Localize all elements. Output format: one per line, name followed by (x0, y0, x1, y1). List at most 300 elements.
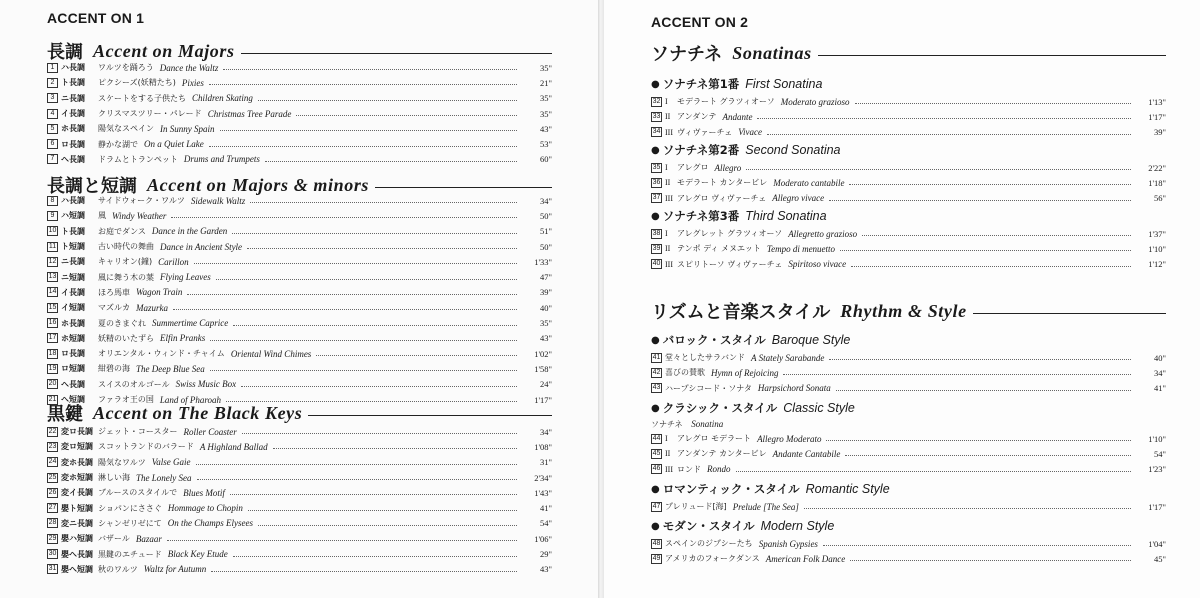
track-title-jp: 秋のワルツ (98, 564, 138, 574)
track-row (47, 424, 552, 439)
dot-leader (196, 464, 517, 465)
track-list (651, 226, 1166, 272)
track-title-en: Dance the Waltz (159, 62, 219, 73)
track-row (47, 136, 552, 151)
track-duration: 2'34" (534, 472, 552, 483)
track-row (651, 350, 1166, 365)
bullet-icon: ● (651, 402, 660, 414)
group-title-jp: ソナチネ第1番 (662, 77, 740, 91)
track-list (47, 193, 552, 407)
track-number: 31 (48, 565, 57, 573)
group-title-jp: クラシック・スタイル (662, 401, 778, 415)
track-title-en: Waltz for Autumn (143, 564, 207, 575)
track-row (47, 254, 552, 269)
dot-leader (167, 540, 517, 541)
track-number: 23 (48, 442, 57, 450)
group-title-jp: ロマンティック・スタイル (662, 482, 800, 496)
track-title-en: Hymn of Rejoicing (711, 367, 779, 378)
bullet-icon: ● (651, 334, 660, 346)
track-key: 嬰ト短調 (61, 503, 93, 513)
section-title-jp: 黒鍵 (47, 404, 83, 425)
track-duration: 47" (540, 272, 552, 283)
right-page (604, 0, 1200, 598)
movement-numeral: III (665, 464, 673, 474)
track-row (47, 516, 552, 531)
track-duration: 1'33" (534, 256, 552, 267)
track-key: ト長調 (61, 78, 85, 88)
track-title-en: Valse Gaie (151, 457, 191, 468)
track-title-en: Dance in Ancient Style (160, 241, 243, 252)
track-title-jp: スペインのジプシーたち (665, 539, 753, 549)
track-number: 11 (48, 242, 57, 250)
group-heading (651, 400, 855, 416)
movement-numeral: I (665, 229, 668, 239)
section-title-jp: 長調と短調 (47, 176, 137, 197)
track-row (47, 315, 552, 330)
track-title-en: Moderato cantabile (773, 177, 845, 188)
track-duration: 40" (540, 302, 552, 313)
track-row (651, 381, 1166, 396)
track-key: ニ長調 (61, 257, 85, 267)
dot-leader (230, 494, 517, 495)
track-duration: 53" (540, 139, 552, 150)
track-number: 32 (652, 97, 661, 105)
track-title-jp: 陽気なワルツ (98, 457, 146, 467)
divider (818, 55, 1166, 56)
dot-leader (233, 325, 517, 326)
track-key: ハ長調 (61, 63, 85, 73)
track-number: 7 (47, 154, 58, 164)
track-number: 13 (48, 273, 57, 281)
note-en: Sonatina (691, 419, 724, 429)
track-number: 39 (652, 244, 661, 252)
track-title-jp: スコットランドのバラード (98, 442, 194, 452)
track-row (651, 109, 1166, 124)
track-duration: 24" (540, 379, 552, 390)
track-row (651, 536, 1166, 551)
dot-leader (757, 118, 1131, 119)
track-key: ヘ長調 (61, 154, 85, 164)
track-title-en: Children Skating (192, 93, 253, 104)
track-list (651, 350, 1166, 396)
track-title-jp: 風に舞う木の葉 (98, 272, 154, 282)
dot-leader (836, 390, 1131, 391)
track-key: ホ短調 (61, 333, 85, 343)
dot-leader (845, 455, 1131, 456)
track-number: 3 (47, 93, 58, 103)
dot-leader (265, 161, 517, 162)
track-title-en: Allegro Moderato (757, 433, 822, 444)
dot-leader (296, 115, 517, 116)
track-title-en: On a Quiet Lake (144, 139, 204, 150)
movement-numeral: I (665, 163, 668, 173)
dot-leader (783, 374, 1131, 375)
track-row (47, 75, 552, 90)
track-row (47, 269, 552, 284)
track-key: イ長調 (61, 287, 85, 297)
track-duration: 41" (540, 503, 552, 514)
group-title-en: Modern Style (760, 519, 835, 533)
dot-leader (232, 233, 517, 234)
track-title-jp: ロンド (677, 464, 701, 474)
group-title-en: Classic Style (783, 401, 855, 415)
track-row (47, 531, 552, 546)
track-title-en: Mazurka (136, 302, 168, 313)
track-key: 変ロ短調 (61, 442, 93, 452)
track-duration: 35" (540, 62, 552, 73)
track-title-en: Dance in the Garden (151, 226, 228, 237)
track-number: 33 (652, 112, 661, 120)
track-duration: 1'12" (1148, 259, 1166, 270)
track-title-en: Prelude [The Sea] (732, 501, 799, 512)
movement-numeral: III (665, 127, 673, 137)
dot-leader (220, 130, 518, 131)
track-title-en: Allegretto grazioso (788, 228, 858, 239)
dot-leader (840, 250, 1131, 251)
track-key: ハ長調 (61, 196, 85, 206)
track-row (47, 439, 552, 454)
track-duration: 1'10" (1148, 433, 1166, 444)
dot-leader (851, 266, 1131, 267)
track-duration: 1'18" (1148, 177, 1166, 188)
track-title-en: A Highland Ballad (199, 441, 268, 452)
track-title-en: American Folk Dance (765, 553, 846, 564)
track-title-en: Andante Cantabile (772, 448, 841, 459)
track-number: 19 (48, 364, 57, 372)
track-row (47, 455, 552, 470)
group-note (651, 419, 723, 430)
track-row (47, 361, 552, 376)
track-title-jp: マズルカ (98, 303, 130, 313)
track-title-jp: ショパンにささぐ (98, 503, 162, 513)
track-row (651, 462, 1166, 477)
dot-leader (171, 217, 517, 218)
group-heading (651, 76, 822, 92)
track-title-en: Pixies (181, 77, 204, 88)
track-row (651, 241, 1166, 256)
bullet-icon: ● (651, 520, 660, 532)
note-jp: ソナチネ (651, 420, 683, 429)
track-number: 10 (48, 227, 57, 235)
track-title-jp: 風 (98, 211, 106, 221)
track-title-jp: ドラムとトランペット (98, 154, 178, 164)
track-row (47, 300, 552, 315)
track-duration: 2'22" (1148, 162, 1166, 173)
dot-leader (804, 508, 1131, 509)
track-number: 30 (48, 550, 57, 558)
track-title-en: A Stately Sarabande (751, 352, 825, 363)
track-number: 34 (652, 128, 661, 136)
dot-leader (233, 556, 517, 557)
dot-leader (209, 84, 517, 85)
track-duration: 35" (540, 93, 552, 104)
track-title-en: Bazaar (135, 533, 162, 544)
track-row (47, 377, 552, 392)
group-title-en: Third Sonatina (745, 209, 827, 223)
track-number: 22 (48, 427, 57, 435)
track-number: 24 (48, 458, 57, 466)
track-row (47, 485, 552, 500)
track-key: ヘ長調 (61, 379, 85, 389)
track-title-jp: ファラオ王の国 (98, 395, 154, 404)
bullet-icon: ● (651, 78, 660, 90)
track-number: 1 (47, 63, 58, 73)
group-title-jp: モダン・スタイル (662, 519, 755, 533)
track-row (47, 224, 552, 239)
track-title-en: On the Champs Elysees (167, 518, 254, 529)
track-title-jp: アメリカのフォークダンス (665, 554, 760, 564)
dot-leader (250, 202, 517, 203)
group-heading (651, 481, 890, 497)
track-number: 12 (48, 257, 57, 265)
movement-numeral: II (665, 112, 671, 122)
section-title-jp: リズムと音楽スタイル (651, 302, 831, 323)
dot-leader (823, 545, 1131, 546)
dot-leader (258, 525, 517, 526)
track-title-jp: 黒鍵のエチュード (98, 549, 162, 559)
track-list (651, 499, 1166, 514)
track-title-en: In Sunny Spain (160, 123, 215, 134)
track-title-jp: テンポ ディ メヌエット (677, 244, 761, 254)
track-duration: 40" (1154, 352, 1166, 363)
track-title-jp: ほろ馬車 (98, 287, 130, 297)
track-duration: 51" (540, 226, 552, 237)
track-title-jp: ハープシコード・ソナタ (665, 383, 752, 393)
track-row (651, 446, 1166, 461)
track-number: 48 (652, 539, 661, 547)
track-row (651, 431, 1166, 446)
track-title-en: Hommage to Chopin (167, 503, 243, 514)
dot-leader (197, 479, 518, 480)
track-title-en: Windy Weather (112, 210, 167, 221)
track-number: 16 (48, 319, 57, 327)
track-row (651, 499, 1166, 514)
track-row (47, 152, 552, 167)
section-title-en: Rhythm & Style (840, 300, 967, 321)
track-duration: 39" (540, 287, 552, 298)
disc-label: ACCENT ON 1 (47, 10, 145, 26)
track-row (47, 470, 552, 485)
dot-leader (316, 355, 517, 356)
track-duration: 1'08" (534, 441, 552, 452)
track-number: 44 (652, 434, 661, 442)
track-key: 嬰ハ短調 (61, 534, 93, 544)
track-title-en: Land of Pharoah (159, 394, 222, 405)
track-key: 嬰ヘ短調 (61, 564, 93, 574)
section-heading (651, 40, 1166, 66)
track-title-jp: ジェット・コースター (98, 427, 178, 437)
track-title-jp: スピリトーソ ヴィヴァーチェ (677, 259, 783, 269)
track-number: 5 (47, 124, 58, 134)
track-title-jp: ヴィヴァーチェ (677, 127, 733, 137)
track-duration: 43" (540, 123, 552, 134)
track-title-jp: キャリオン(鐘) (98, 257, 153, 267)
divider (241, 53, 552, 54)
track-number: 46 (652, 465, 661, 473)
dot-leader (736, 471, 1132, 472)
track-title-en: Spiritoso vivace (788, 259, 847, 270)
track-list (651, 536, 1166, 567)
group-title-jp: バロック・スタイル (662, 333, 766, 347)
track-key: ロ長調 (61, 349, 85, 359)
track-title-jp: クリスマスツリー・パレード (98, 109, 202, 119)
track-row (47, 91, 552, 106)
track-row (651, 94, 1166, 109)
track-duration: 39" (1154, 127, 1166, 138)
track-number: 18 (48, 349, 57, 357)
track-title-jp: 堂々としたサラバンド (665, 353, 745, 363)
track-key: ニ長調 (61, 93, 85, 103)
track-duration: 1'02" (534, 348, 552, 359)
track-row (47, 346, 552, 361)
track-row (47, 106, 552, 121)
track-number: 29 (48, 534, 57, 542)
track-row (651, 257, 1166, 272)
track-title-en: Rondo (707, 464, 731, 475)
track-title-jp: モデラート グラツィオーソ (677, 97, 775, 107)
track-title-jp: アレグロ モデラート (677, 434, 752, 444)
group-title-en: First Sonatina (745, 77, 823, 91)
dot-leader (258, 100, 517, 101)
track-title-en: Blues Motif (183, 487, 225, 498)
track-title-jp: モデラート カンタービレ (677, 178, 768, 188)
track-title-en: Tempo di menuetto (766, 243, 836, 254)
track-title-en: Andante (722, 111, 753, 122)
track-title-en: Allegro vivace (772, 193, 825, 204)
divider (973, 313, 1166, 314)
dot-leader (210, 370, 517, 371)
track-duration: 1'17" (1148, 501, 1166, 512)
group-heading (651, 332, 850, 348)
divider (308, 415, 552, 416)
dot-leader (223, 69, 517, 70)
track-key: ニ短調 (61, 272, 85, 282)
dot-leader (829, 200, 1131, 201)
track-title-jp: 妖精のいたずら (98, 333, 154, 343)
divider (375, 187, 552, 188)
track-row (47, 60, 552, 75)
track-duration: 41" (1154, 383, 1166, 394)
section-title-jp: 長調 (47, 42, 83, 63)
track-number: 45 (652, 449, 661, 457)
track-number: 27 (48, 504, 57, 512)
track-duration: 1'58" (534, 363, 552, 374)
track-row (47, 562, 552, 577)
track-title-en: Elfin Pranks (160, 333, 206, 344)
dot-leader (862, 235, 1131, 236)
track-title-jp: スケートをする子供たち (98, 93, 186, 103)
section-title-en: Accent on Majors & minors (147, 174, 370, 195)
track-row (47, 239, 552, 254)
track-duration: 1'10" (1148, 243, 1166, 254)
track-title-en: Carillon (158, 256, 189, 267)
track-row (47, 331, 552, 346)
track-duration: 29" (540, 549, 552, 560)
track-title-en: Harpsichord Sonata (757, 383, 831, 394)
section-title-en: Accent on Majors (93, 40, 235, 61)
track-title-jp: ピクシーズ(妖精たち) (98, 78, 176, 88)
dot-leader (211, 571, 517, 572)
track-number: 42 (652, 368, 661, 376)
track-number: 15 (48, 303, 57, 311)
section-title-en: Sonatinas (732, 42, 812, 63)
track-title-jp: アレグレット グラツィオーソ (677, 229, 783, 239)
movement-numeral: III (665, 259, 673, 269)
track-title-jp: ワルツを踊ろう (98, 63, 154, 73)
track-title-jp: ブルースのスタイルで (98, 488, 178, 498)
track-number: 21 (48, 395, 57, 403)
dot-leader (273, 448, 517, 449)
track-title-en: The Lonely Sea (136, 472, 192, 483)
track-title-en: Christmas Tree Parade (207, 108, 292, 119)
track-title-jp: スイスのオルゴール (98, 379, 170, 389)
track-number: 2 (47, 78, 58, 88)
track-duration: 43" (540, 333, 552, 344)
group-title-jp: ソナチネ第3番 (662, 209, 740, 223)
track-key: ロ長調 (61, 139, 85, 149)
track-key: ヘ短調 (61, 395, 85, 404)
track-title-jp: アンダンテ (677, 112, 717, 122)
dot-leader (194, 263, 517, 264)
track-duration: 45" (1154, 553, 1166, 564)
track-list (47, 60, 552, 167)
track-duration: 34" (1154, 367, 1166, 378)
track-duration: 21" (540, 77, 552, 88)
track-duration: 60" (540, 154, 552, 165)
track-title-jp: アンダンテ カンタービレ (677, 449, 767, 459)
track-title-jp: バザール (98, 534, 130, 544)
track-title-en: Wagon Train (136, 287, 183, 298)
track-number: 28 (48, 519, 57, 527)
track-duration: 1'37" (1148, 228, 1166, 239)
dot-leader (850, 560, 1131, 561)
dot-leader (767, 134, 1131, 135)
left-page (0, 0, 598, 598)
track-number: 40 (652, 260, 661, 268)
track-duration: 54" (540, 518, 552, 529)
track-row (47, 193, 552, 208)
track-number: 4 (47, 109, 58, 119)
track-number: 6 (47, 139, 58, 149)
track-key: 嬰ヘ長調 (61, 549, 93, 559)
bullet-icon: ● (651, 483, 660, 495)
track-title-en: Moderato grazioso (780, 96, 850, 107)
track-number: 9 (47, 211, 58, 221)
track-title-en: Roller Coaster (183, 426, 237, 437)
track-key: ト長調 (61, 226, 85, 236)
bullet-icon: ● (651, 210, 660, 222)
track-title-en: Drums and Trumpets (183, 154, 260, 165)
track-key: イ短調 (61, 303, 85, 313)
track-title-en: Oriental Wind Chimes (230, 348, 312, 359)
track-title-en: The Deep Blue Sea (136, 363, 205, 374)
dot-leader (242, 433, 517, 434)
track-number: 26 (48, 488, 57, 496)
track-number: 14 (48, 288, 57, 296)
track-duration: 50" (540, 210, 552, 221)
track-title-en: Sidewalk Waltz (190, 195, 246, 206)
track-key: ト短調 (61, 242, 85, 252)
track-title-jp: サイドウォーク・ワルツ (98, 196, 185, 206)
track-title-jp: プレリュード[海] (665, 502, 727, 512)
movement-numeral: III (665, 193, 673, 203)
movement-numeral: I (665, 97, 668, 107)
track-duration: 1'43" (534, 487, 552, 498)
movement-numeral: II (665, 244, 671, 254)
track-number: 38 (652, 229, 661, 237)
dot-leader (210, 340, 517, 341)
track-title-en: Vivace (738, 127, 763, 138)
